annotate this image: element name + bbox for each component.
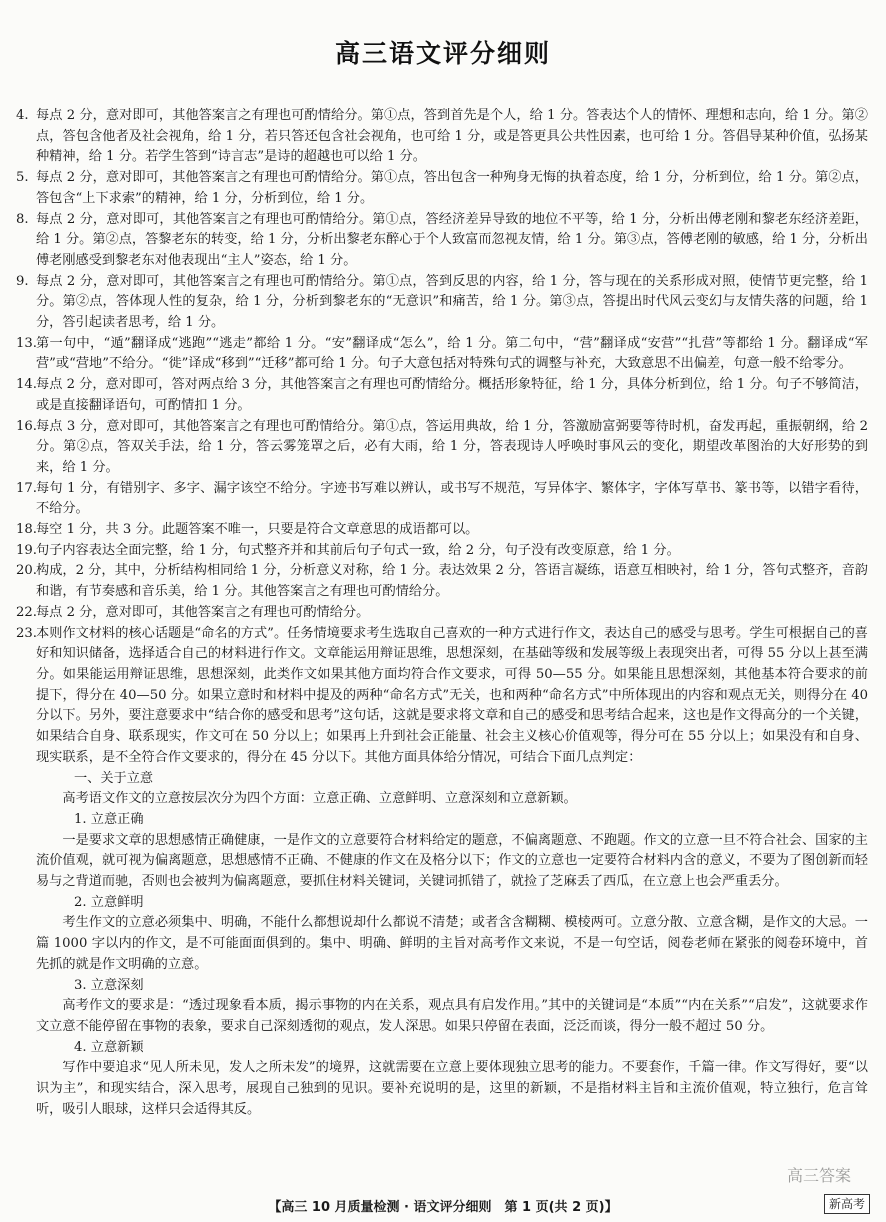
item-4: 4. 每点 2 分，意对即可，其他答案言之有理也可酌情给分。第①点，答到首先是个人，给 1 分。答表达个人的情怀、理想和志向，给 1 分。第②点，答包含他者及社会视角，给 1 分，若只答还包含社会视角，也可给 1 分，或是答更具公共性因素，也可给 1 分。答倡导某种价值，弘扬某种精神，给 1 分。若学生答到“诗言志”是诗的超越也可以给 1 分。: [16, 108, 868, 165]
paragraph-deep: 高考作文的要求是：“透过现象看本质，揭示事物的内在关系，观点具有启发作用。”其中的关键词是“本质”“内在关系”“启发”，这就要求作文立意不能停留在事物的表象，要求自己深刻透彻的观点，发人深思。如果只停留在表面，泛泛而谈，得分一般不超过 50 分。: [36, 998, 868, 1034]
paragraph-correct: 一是要求文章的思想感情正确健康，一是作文的立意要符合材料给定的题意，不偏离题意、不跑题。作文的立意一旦不符合社会、国家的主流价值观，就可视为偏离题意，思想感情不正确、不健康的作文在及格分以下；作文的立意也一定要符合材料内含的意义，不要为了图创新而轻易与之背道而驰，否则也会被判为偏离题意，要抓住材料关键词，关键词抓错了，就捡了芝麻丢了西瓜，在立意上也会严重丢分。: [36, 832, 868, 890]
page-title: 高三语文评分细则: [334, 39, 551, 68]
item-9: 9. 每点 2 分，意对即可，其他答案言之有理也可酌情给分。第①点，答到反思的内容，给 1 分，答与现在的关系形成对照，使情节更完整，给 1 分。第②点，答体现人性的复杂，给 1 分，分析到黎老东的“无意识”和痛苦，给 1 分。第③点，答提出时代风云变幻与友情失落的问题，给 1 分，答引起读者思考，给 1 分。: [16, 273, 868, 331]
item-8: 8. 每点 2 分，意对即可，其他答案言之有理也可酌情给分。第①点，答经济差异导致的地位不平等，给 1 分，分析出傅老刚和黎老东经济差距，给 1 分。第②点，答黎老东的转变，给 1 分，分析出黎老东醉心于个人致富而忽视友情，给 1 分。第③点，答傅老刚的敏感，给 1 分，分析出傅老刚感受到黎老东对他表现出“主人”姿态，给 1 分。: [16, 211, 868, 268]
item-18: 18. 每空 1 分，共 3 分。此题答案不唯一，只要是符合文章意思的成语都可以。: [16, 522, 479, 538]
item-14: 14. 每点 2 分，意对即可，答对两点给 3 分，其他答案言之有理也可酌情给分。概括形象特征，给 1 分，具体分析到位，给 1 分。句子不够简洁，或是直接翻译语句，可酌情扣 1 分。: [16, 377, 868, 413]
page-footer: 【高三 10 月质量检测 · 语文评分细则 第 1 页(共 2 页)】: [268, 1200, 618, 1215]
item-17: 17. 每句 1 分，有错别字、多字、漏字该空不给分。字迹书写难以辨认，或书写不规范，写异体字、繁体字，字体写草书、篆书等，以错字看待，不给分。: [16, 480, 868, 517]
subheading-clear: 2. 立意鲜明: [74, 894, 144, 910]
paragraph-clear: 考生作文的立意必须集中、明确，不能什么都想说却什么都说不清楚；或者含含糊糊、模棱两可。立意分散、立意含糊，是作文的大忌。一篇 1000 字以内的作文，是不可能面面俱到的。集中、明确、鲜明的主旨对高考作文来说，不是一句空话，阅卷老师在紧张的阅卷环境中，首先抓的就是作文明确的立意。: [36, 915, 868, 972]
item-13: 13. 第一句中，“遁”翻译成“逃跑”“逃走”都给 1 分。“安”翻译成“怎么”，给 1 分。第二句中，“营”翻译成“安营”“扎营”等都给 1 分。翻译成“军营”或“营地”不给分。“徙”译成“移到”“迁移”都可给 1 分。句子大意包括对特殊句式的调整与补充，大致意思不出偏差，句意一般不给零分。: [16, 335, 868, 372]
subheading-deep: 3. 立意深刻: [74, 977, 144, 993]
subheading-novel: 4. 立意新颖: [74, 1039, 144, 1055]
scoring-content: [16, 106, 868, 1120]
corner-watermark: 高三答案: [786, 1166, 851, 1185]
item-19: 19. 句子内容表达全面完整，给 1 分，句式整齐并和其前后句子句式一致，给 2 分，句子没有改变原意，给 1 分。: [16, 542, 680, 558]
paragraph-novel: 写作中要追求“见人所未见，发人之所未发”的境界，这就需要在立意上要体现独立思考的能力。不要套作，千篇一律。作文写得好，要“以识为主”，和现实结合，深入思考，展现自己独到的见识。要补充说明的是，这里的新颖，不是指材料主旨和主流价值观，特立独行，危言耸听，吸引人眼球，这样只会适得其反。: [36, 1060, 868, 1117]
item-23: 23. 本则作文材料的核心话题是“命名的方式”。任务情境要求考生选取自己喜欢的一种方式进行作文，表达自己的感受与思考。学生可根据自己的喜好和知识储备，选择适合自己的材料进行作文。文章能运用辩证思维，思想深刻，在基础等级和发展等级上表现突出者，可得 55 分以上甚至满分。如果能运用辩证思维，思想深刻，此类作文如果其他方面均符合作文要求，可得 50—55 分。如果能且思想深刻，其他基本符合要求的前提下，得分在 40—50 分。如果立意时和材料中提及的两种“命名方式”无关，也和两种“命名方式”中所体现出的内容和观点无关，则得分在 40 分以下。另外，要注意要求中“结合你的感受和思考”这句话，这就是要求将文章和自己的感受和思考结合起来，这也是作文得高分的一个关键，如果结合自身、联系现实，作文可在 50 分以上；如果再上升到社会正能量、社会主义核心价值观等，得分可在 55 分以上；如果没有和自身、现实联系，是不全符合作文要求的，得分在 45 分以下。其他方面具体给分情况，可结合下面几点判定：: [16, 625, 868, 765]
item-20: 20. 构成，2 分，其中，分析结构相同给 1 分，分析意义对称，给 1 分。表达效果 2 分，答语言凝练，语意互相映衬，给 1 分，答句式整齐，音韵和谐，有节奏感和音乐美，给 1 分。其他答案言之有理也可酌情给分。: [16, 563, 868, 600]
item-5: 5. 每点 2 分，意对即可，其他答案言之有理也可酌情给分。第①点，答出包含一种殉身无悔的执着态度，给 1 分，分析到位，给 1 分。第②点，答包含“上下求索”的精神，给 1 分，分析到位，给 1 分。: [16, 170, 868, 206]
exam-badge: 新高考: [824, 1194, 870, 1214]
section-heading-intent: 一、关于立意: [74, 770, 154, 786]
item-22: 22. 每点 2 分，意对即可，其他答案言之有理也可酌情给分。: [16, 604, 370, 620]
section-lead: 高考语文作文的立意按层次分为四个方面：立意正确、立意鲜明、立意深刻和立意新颖。: [62, 791, 577, 807]
item-16: 16. 每点 3 分，意对即可，其他答案言之有理也可酌情给分。第①点，答运用典故，给 1 分，答激励富弼要等待时机，奋发再起，重振朝纲，给 2 分。第②点，答双关手法，给 1 分，答云雾笼罩之后，必有大雨，给 1 分，答表现诗人呼唤时事风云的变化，期望改革图治的大好形势的到来，给 1 分。: [16, 418, 868, 475]
subheading-correct: 1. 立意正确: [74, 811, 144, 827]
